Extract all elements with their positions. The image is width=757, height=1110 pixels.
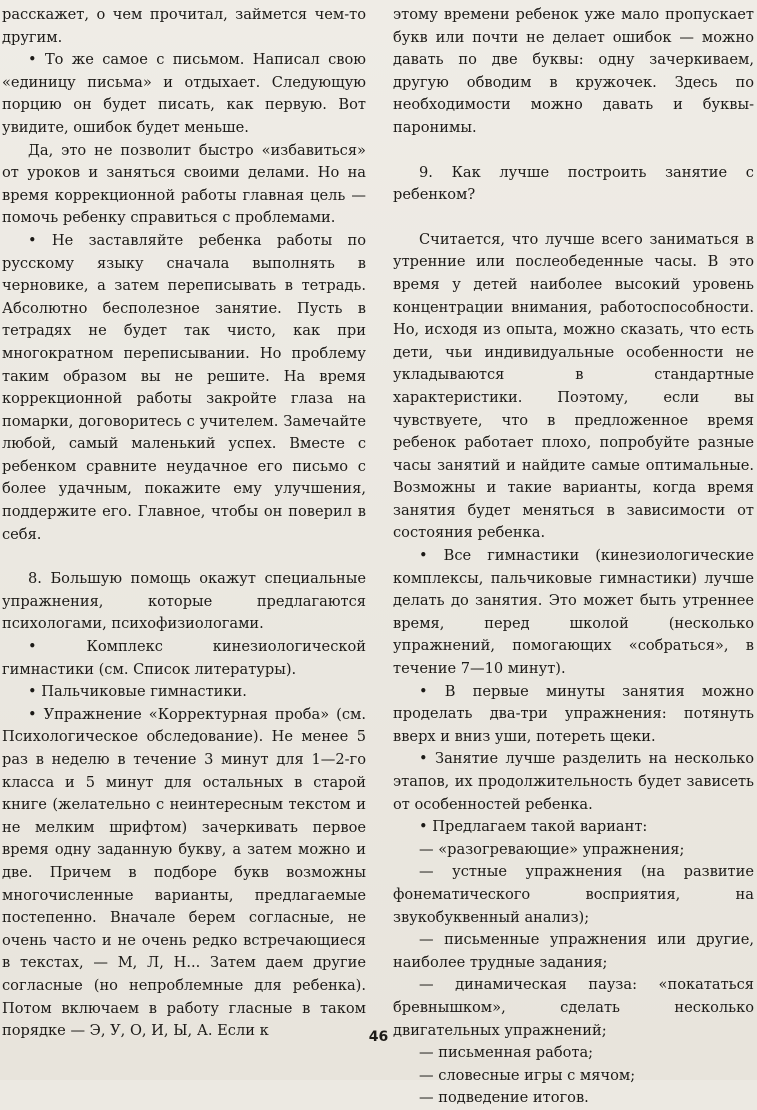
- paragraph: Считается, что лучше всего заниматься в утренние или послеобеденные часы. В это время у детей наиболее высокий уровень концентрации внимания, работоспособности. Но, исходя из опыта, можно сказать, что есть дети, чьи индивидуальные особенности не укладываются в стандартные характеристики. Поэтому, если вы чувствуете, что в предложенное время ребенок работает плохо, попробуйте разные часы занятий и найдите самые оптимальные. Возможны и такие варианты, когда время занятия будет меняться в зависимости от состояния ребенка.: [393, 230, 754, 542]
- list-item: — словесные игры с мячом;: [419, 1066, 636, 1084]
- paragraph: • Пальчиковые гимнастики.: [28, 683, 247, 701]
- right-text-column: [393, 4, 754, 1110]
- list-item: — «разогревающие» упражнения;: [419, 840, 685, 858]
- paragraph: • В первые минуты занятия можно проделать два-три упражнения: потянуть вверх и вниз уши, потереть щеки.: [393, 682, 754, 745]
- paragraph: • Предлагаем такой вариант:: [419, 818, 648, 836]
- list-item: — письменные упражнения или другие, наиболее трудные задания;: [393, 931, 754, 971]
- paragraph: • Занятие лучше разделить на несколько этапов, их продолжительность будет зависеть от особенностей ребенка.: [393, 750, 754, 813]
- list-item: — устные упражнения (на развитие фонематического восприятия, на звукобуквенный анализ);: [393, 863, 754, 926]
- section-heading-paragraph: 8. Большую помощь окажут специальные упражнения, которые предлагаются психологами, психофизиологами.: [2, 570, 366, 633]
- paragraph: Да, это не позволит быстро «избавиться» от уроков и заняться своими делами. Но на время коррекционной работы главная цель — помочь ребенку справиться с проблемами.: [2, 141, 366, 227]
- paragraph: расскажет, о чем прочитал, займется чем-то другим.: [2, 6, 366, 46]
- paragraph: • Комплекс кинезиологической гимнастики (см. Список литературы).: [2, 638, 366, 678]
- paragraph: • То же самое с письмом. Написал свою «единицу письма» и отдыхает. Следующую порцию он будет писать, как первую. Вот увидите, ошибок будет меньше.: [2, 51, 366, 136]
- list-item: — подведение итогов.: [419, 1089, 589, 1107]
- paragraph: • Все гимнастики (кинезиологические комплексы, пальчиковые гимнастики) лучше делать до занятия. Это может быть утреннее время, перед школой (несколько упражнений, помогающих «собраться», в течение 7—10 минут).: [393, 547, 754, 678]
- paragraph: • Упражнение «Корректурная проба» (см. Психологическое обследование). Не менее 5 раз в неделю в течение 3 минут для 1—2-го класса и 5 минут для остальных в старой книге (желательно с неинтересным текстом и не мелким шрифтом) зачеркивать первое время одну заданную букву, а затем можно и две. Причем в подборе букв возможны многочисленные варианты, предлагаемые постепенно. Вначале берем согласные, не очень часто и не очень редко встречающиеся в текстах, — М, Л, Н... Затем даем другие согласные (но непроблемные для ребенка). Потом включаем в работу гласные в таком порядке — Э, У, О, И, Ы, А. Если к: [2, 705, 366, 1040]
- list-item: — динамическая пауза: «покататься бревнышком», сделать несколько двигательных упражнений;: [393, 976, 754, 1039]
- list-item: — письменная работа;: [419, 1044, 594, 1062]
- left-text-column: [2, 4, 366, 1043]
- section-heading-paragraph: 9. Как лучше построить занятие с ребенком?: [393, 163, 754, 204]
- page-number: 46: [368, 1029, 389, 1045]
- paragraph: • Не заставляйте ребенка работы по русскому языку сначала выполнять в черновике, а затем переписывать в тетрадь. Абсолютно бесполезное занятие. Пусть в тетрадях не будет так чисто, как при многократном переписывании. Но проблему таким образом вы не решите. На время коррекционной работы закройте глаза на помарки, договоритесь с учителем. Замечайте любой, самый маленький успех. Вместе с ребенком сравните неудачное его письмо с более удачным, покажите ему улучшения, поддержите его. Главное, чтобы он поверил в себя.: [2, 231, 366, 543]
- paragraph: этому времени ребенок уже мало пропускает букв или почти не делает ошибок — можно давать по две буквы: одну зачеркиваем, другую обводим в кружочек. Здесь по необходимости можно давать и буквы-паронимы.: [393, 6, 754, 136]
